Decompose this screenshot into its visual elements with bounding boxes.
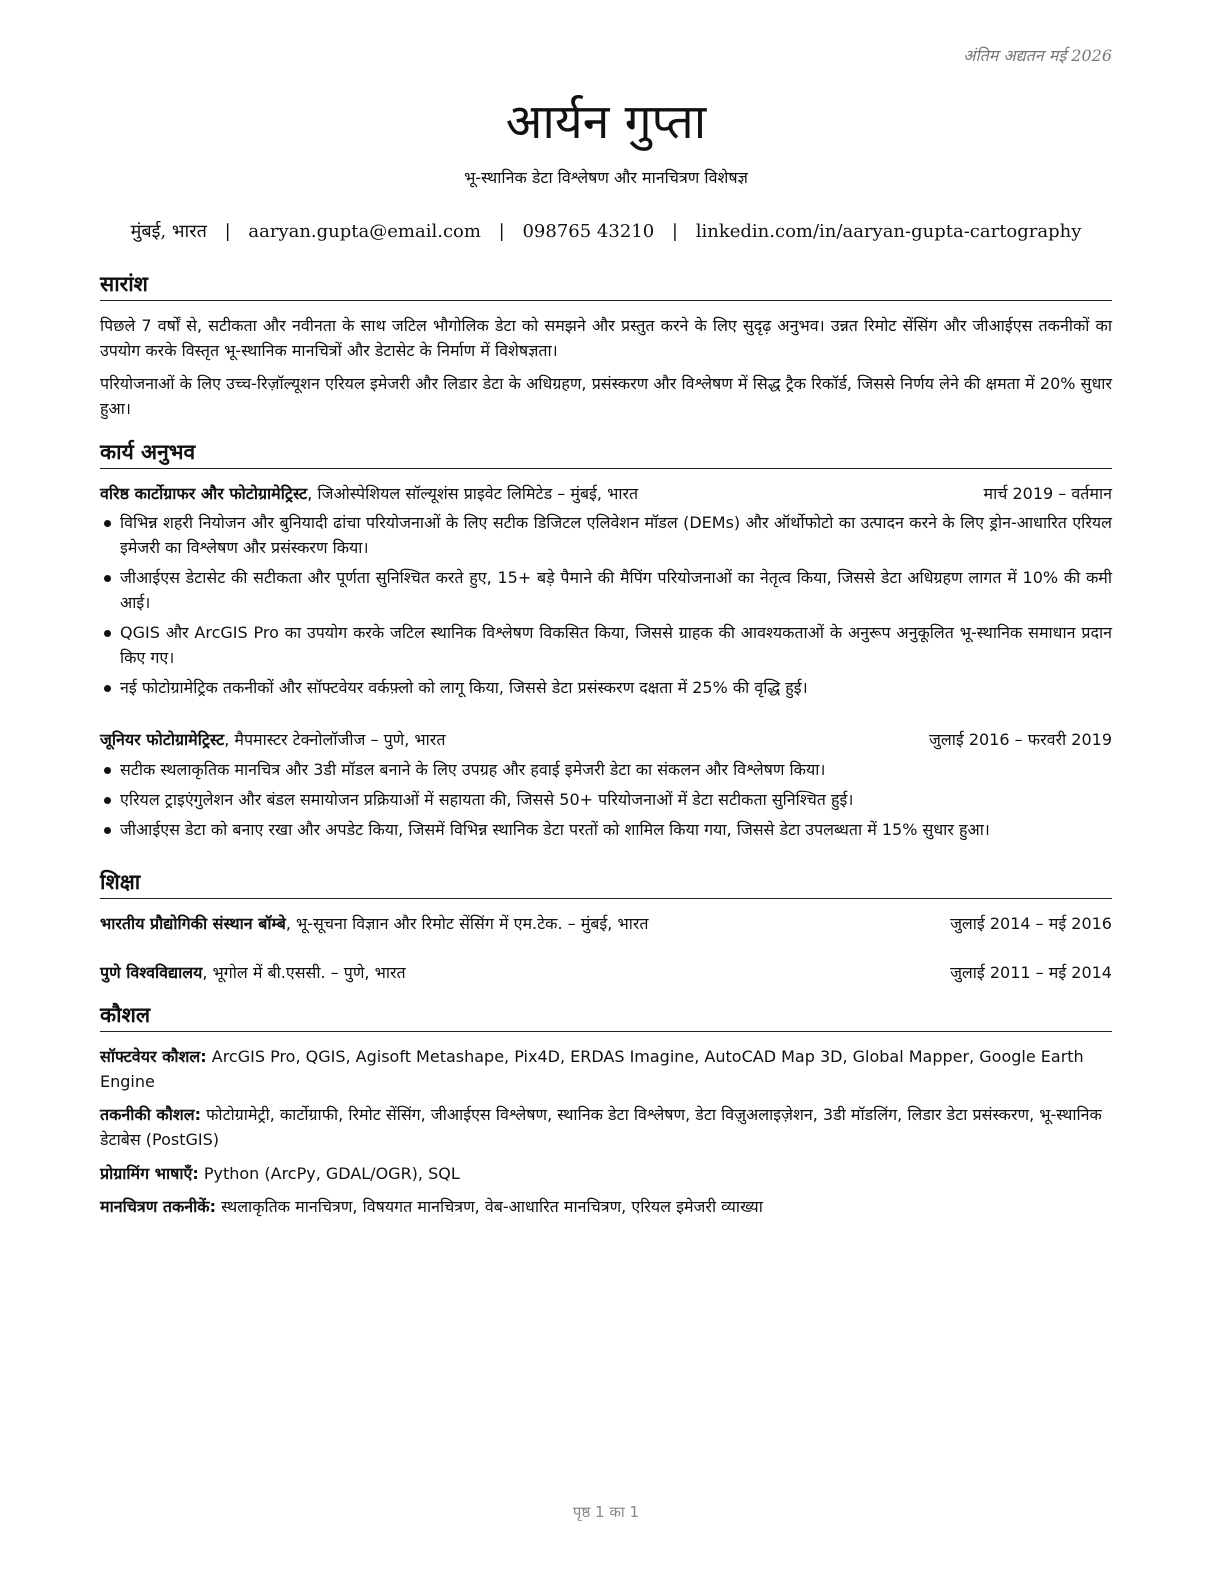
resume-page: [100, 0, 1112, 1584]
email-link[interactable]: aaryan.gupta@email.com: [248, 221, 481, 242]
skill-value: फोटोग्रामेट्री, कार्टोग्राफी, रिमोट सेंसिंग, जीआईएस विश्लेषण, स्थानिक डेटा विश्लेषण, डेटा विज़ुअलाइज़ेशन, 3डी मॉडलिंग, लिडार डेटा प्रसंस्करण, भू-स्थानिक डेटाबेस (PostGIS): [100, 1105, 1102, 1149]
job-role: वरिष्ठ कार्टोग्राफर और फोटोग्रामेट्रिस्ट: [100, 484, 308, 503]
location: मुंबई, भारत: [130, 221, 207, 242]
job-title-line: [100, 728, 445, 750]
list-item: एरियल ट्राइएंगुलेशन और बंडल समायोजन प्रक्रियाओं में सहायता की, जिससे 50+ परियोजनाओं में डेटा सटीकता सुनिश्चित हुई।: [100, 787, 1112, 812]
skill-line: [100, 1044, 1112, 1094]
summary-paragraph-1: पिछले 7 वर्षों से, सटीकता और नवीनता के साथ जटिल भौगोलिक डेटा को समझने और प्रस्तुत करने के लिए सुदृढ़ अनुभव। उन्नत रिमोट सेंसिंग और जीआईएस तकनीकों का उपयोग करके विस्तृत भू-स्थानिक मानचित्रों और डेटासेट के निर्माण में विशेषज्ञता।: [100, 316, 1112, 360]
section-title-experience: कार्य अनुभव: [100, 438, 1112, 469]
education-item: [100, 912, 1112, 936]
skill-label: मानचित्रण तकनीकें:: [100, 1197, 216, 1216]
summary-paragraph-2: परियोजनाओं के लिए उच्च-रिज़ॉल्यूशन एरियल इमेजरी और लिडार डेटा के अधिग्रहण, प्रसंस्करण और विश्लेषण में सिद्ध ट्रैक रिकॉर्ड, जिससे निर्णय लेने की क्षमता में 20% सुधार हुआ।: [100, 374, 1112, 418]
tagline: भू-स्थानिक डेटा विश्लेषण और मानचित्रण विशेषज्ञ: [464, 168, 748, 187]
skill-value: ArcGIS Pro, QGIS, Agisoft Metashape, Pix4D, ERDAS Imagine, AutoCAD Map 3D, Global Mapper, Google Earth Engine: [100, 1047, 1084, 1091]
school-name: पुणे विश्वविद्यालय: [100, 963, 203, 982]
job-bullets: [100, 757, 1112, 847]
contact-line: [100, 219, 1112, 243]
education-dates: जुलाई 2014 – मई 2016: [950, 914, 1112, 933]
skill-label: तकनीकी कौशल:: [100, 1105, 201, 1124]
page-number: पृष्ठ 1 का 1: [572, 1503, 640, 1521]
list-item: जीआईएस डेटा को बनाए रखा और अपडेट किया, जिसमें विभिन्न स्थानिक डेटा परतों को शामिल किया गया, जिससे डेटा उपलब्धता में 15% सुधार हुआ।: [100, 817, 1112, 842]
last-updated: अंतिम अद्यतन मई 2026: [963, 46, 1112, 65]
linkedin-link[interactable]: linkedin.com/in/aaryan-gupta-cartography: [695, 221, 1082, 242]
job-bullets: [100, 510, 1112, 705]
job-title-line: [100, 482, 638, 504]
skill-line: [100, 1161, 1112, 1186]
list-item: नई फोटोग्रामेट्रिक तकनीकों और सॉफ्टवेयर वर्कफ़्लो को लागू किया, जिससे डेटा प्रसंस्करण दक्षता में 25% की वृद्धि हुई।: [100, 675, 1112, 700]
job-header: [100, 482, 1112, 506]
job-header: [100, 728, 1112, 752]
education-line: [100, 912, 649, 934]
section-title-education: शिक्षा: [100, 868, 1112, 899]
phone: 098765 43210: [522, 221, 655, 242]
skill-value: स्थलाकृतिक मानचित्रण, विषयगत मानचित्रण, वेब-आधारित मानचित्रण, एरियल इमेजरी व्याख्या: [216, 1197, 763, 1216]
degree-detail: , भूगोल में बी.एससी. – पुणे, भारत: [202, 963, 406, 982]
degree-detail: , भू-सूचना विज्ञान और रिमोट सेंसिंग में एम.टेक. – मुंबई, भारत: [285, 914, 649, 933]
list-item: सटीक स्थलाकृतिक मानचित्र और 3डी मॉडल बनाने के लिए उपग्रह और हवाई इमेजरी डेटा का संकलन और विश्लेषण किया।: [100, 757, 1112, 782]
skill-line: [100, 1102, 1112, 1152]
separator: |: [671, 221, 678, 242]
separator: |: [224, 221, 231, 242]
section-title-summary: सारांश: [100, 270, 1112, 301]
job-dates: मार्च 2019 – वर्तमान: [983, 484, 1112, 503]
education-line: [100, 961, 406, 983]
job-org: , जिओस्पेशियल सॉल्यूशंस प्राइवेट लिमिटेड – मुंबई, भारत: [307, 484, 639, 503]
list-item: जीआईएस डेटासेट की सटीकता और पूर्णता सुनिश्चित करते हुए, 15+ बड़े पैमाने की मैपिंग परियोजनाओं का नेतृत्व किया, जिससे डेटा अधिग्रहण लागत में 10% की कमी आई।: [100, 565, 1112, 615]
job-role: जूनियर फोटोग्रामेट्रिस्ट: [100, 730, 225, 749]
job-dates: जुलाई 2016 – फरवरी 2019: [929, 730, 1112, 749]
separator: |: [498, 221, 505, 242]
school-name: भारतीय प्रौद्योगिकी संस्थान बॉम्बे: [100, 914, 286, 933]
skill-line: [100, 1194, 1112, 1219]
candidate-name: आर्यन गुप्ता: [505, 94, 707, 150]
skill-label: सॉफ्टवेयर कौशल:: [100, 1047, 207, 1066]
skill-label: प्रोग्रामिंग भाषाएँ:: [100, 1164, 199, 1183]
education-item: [100, 961, 1112, 985]
skill-value: Python (ArcPy, GDAL/OGR), SQL: [198, 1164, 460, 1183]
list-item: विभिन्न शहरी नियोजन और बुनियादी ढांचा परियोजनाओं के लिए सटीक डिजिटल एलिवेशन मॉडल (DEMs) और ऑर्थोफोटो का उत्पादन करने के लिए ड्रोन-आधारित एरियल इमेजरी का विश्लेषण और प्रसंस्करण किया।: [100, 510, 1112, 560]
job-org: , मैपमास्टर टेक्नोलॉजीज – पुणे, भारत: [224, 730, 446, 749]
section-title-skills: कौशल: [100, 1001, 1112, 1032]
education-dates: जुलाई 2011 – मई 2014: [950, 963, 1112, 982]
list-item: QGIS और ArcGIS Pro का उपयोग करके जटिल स्थानिक विश्लेषण विकसित किया, जिससे ग्राहक की आवश्यकताओं के अनुरूप अनुकूलित भू-स्थानिक समाधान प्रदान किए गए।: [100, 620, 1112, 670]
